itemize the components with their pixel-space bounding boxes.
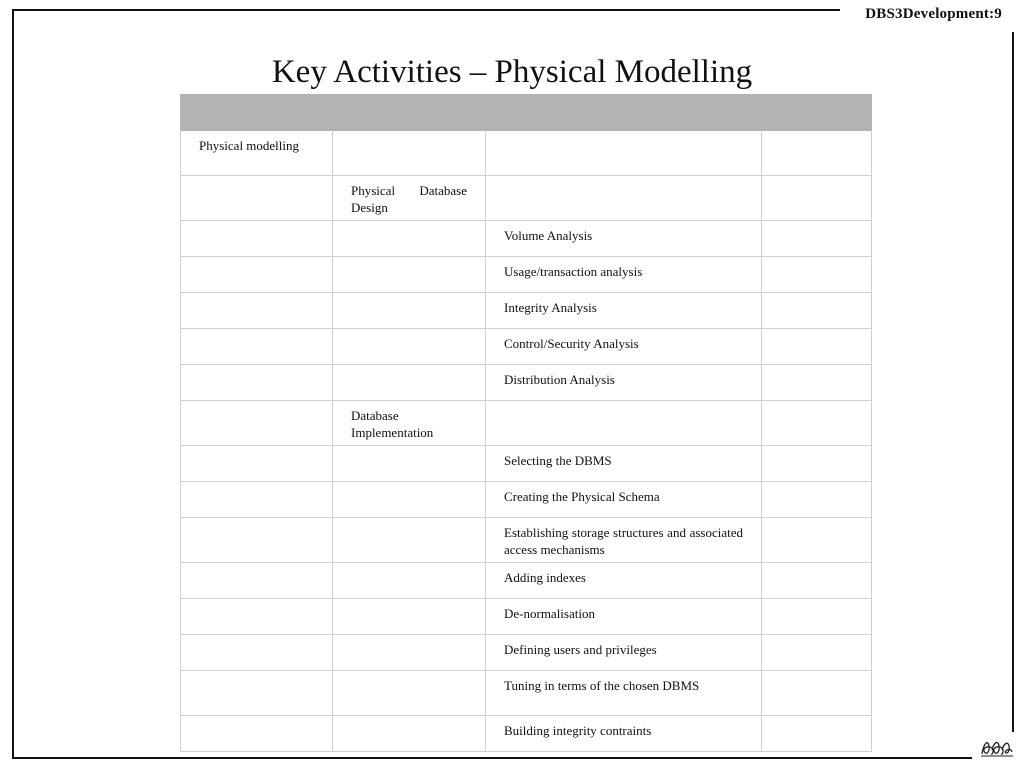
table-cell (762, 221, 872, 257)
table-row (181, 329, 872, 365)
table-cell: Defining users and privileges (486, 635, 762, 671)
table-row (181, 176, 872, 221)
table-row (181, 482, 872, 518)
table-row (181, 365, 872, 401)
table-cell (333, 131, 486, 176)
table-cell: Establishing storage structures and associated access mechanisms (486, 518, 762, 563)
table-cell: Selecting the DBMS (486, 446, 762, 482)
slide-frame-left (12, 9, 14, 759)
table-cell (486, 176, 762, 221)
table-cell (762, 365, 872, 401)
table-row (181, 131, 872, 176)
slide-frame-top (12, 9, 840, 11)
table-cell: Volume Analysis (486, 221, 762, 257)
table-cell (181, 563, 333, 599)
table-cell (762, 716, 872, 752)
table-row (181, 257, 872, 293)
slide-frame-bottom (12, 757, 972, 759)
table-cell (762, 635, 872, 671)
table-cell (762, 518, 872, 563)
table-row (181, 221, 872, 257)
table-cell (333, 482, 486, 518)
table-cell (333, 293, 486, 329)
table-cell (762, 482, 872, 518)
table-cell (762, 671, 872, 716)
signature-logo-icon (980, 736, 1014, 758)
table-cell: Integrity Analysis (486, 293, 762, 329)
table-cell (333, 716, 486, 752)
slide-title: Key Activities – Physical Modelling (271, 54, 753, 91)
table-cell (181, 482, 333, 518)
table-cell: Distribution Analysis (486, 365, 762, 401)
table-cell: Physical modelling (181, 131, 333, 176)
table-cell (762, 446, 872, 482)
table-cell (762, 131, 872, 176)
header-cell (486, 95, 762, 131)
table-cell (181, 518, 333, 563)
table-cell: Physical Database Design (333, 176, 486, 221)
table-cell: Tuning in terms of the chosen DBMS (486, 671, 762, 716)
table-row (181, 563, 872, 599)
table-cell (181, 221, 333, 257)
table-row (181, 716, 872, 752)
slide-frame-right (1012, 32, 1014, 732)
table-cell (181, 257, 333, 293)
table-row (181, 599, 872, 635)
table-cell (333, 365, 486, 401)
table-cell (181, 671, 333, 716)
table-cell: De-normalisation (486, 599, 762, 635)
header-cell (762, 95, 872, 131)
table-cell (762, 563, 872, 599)
table-cell (762, 401, 872, 446)
table-cell (486, 131, 762, 176)
table-row (181, 518, 872, 563)
table-cell (333, 257, 486, 293)
table-cell (333, 635, 486, 671)
table-row (181, 446, 872, 482)
table-cell: Database Implementation (333, 401, 486, 446)
table-cell (333, 599, 486, 635)
table-cell (333, 329, 486, 365)
table-cell (181, 599, 333, 635)
header-cell (333, 95, 486, 131)
table-cell (486, 401, 762, 446)
slide-id-label: DBS3Development:9 (865, 6, 1002, 22)
table-cell: Building integrity contraints (486, 716, 762, 752)
table-row (181, 293, 872, 329)
table-cell: Creating the Physical Schema (486, 482, 762, 518)
table-row (181, 401, 872, 446)
table-cell (762, 293, 872, 329)
table-header-row (181, 95, 872, 131)
table-cell (762, 257, 872, 293)
table-cell (762, 176, 872, 221)
table-cell (333, 671, 486, 716)
table-cell (333, 221, 486, 257)
table-cell: Usage/transaction analysis (486, 257, 762, 293)
table-cell (181, 401, 333, 446)
table-cell (181, 446, 333, 482)
activities-table (180, 94, 872, 752)
table-cell (333, 446, 486, 482)
table-cell: Adding indexes (486, 563, 762, 599)
table-cell (181, 329, 333, 365)
table-cell (333, 518, 486, 563)
table-cell (181, 176, 333, 221)
table-row (181, 635, 872, 671)
table-cell (762, 599, 872, 635)
table-row (181, 671, 872, 716)
table-cell (181, 716, 333, 752)
table-cell (762, 329, 872, 365)
table-cell (333, 563, 486, 599)
table-cell (181, 365, 333, 401)
header-cell (181, 95, 333, 131)
table-cell (181, 293, 333, 329)
table-cell: Control/Security Analysis (486, 329, 762, 365)
table-cell (181, 635, 333, 671)
